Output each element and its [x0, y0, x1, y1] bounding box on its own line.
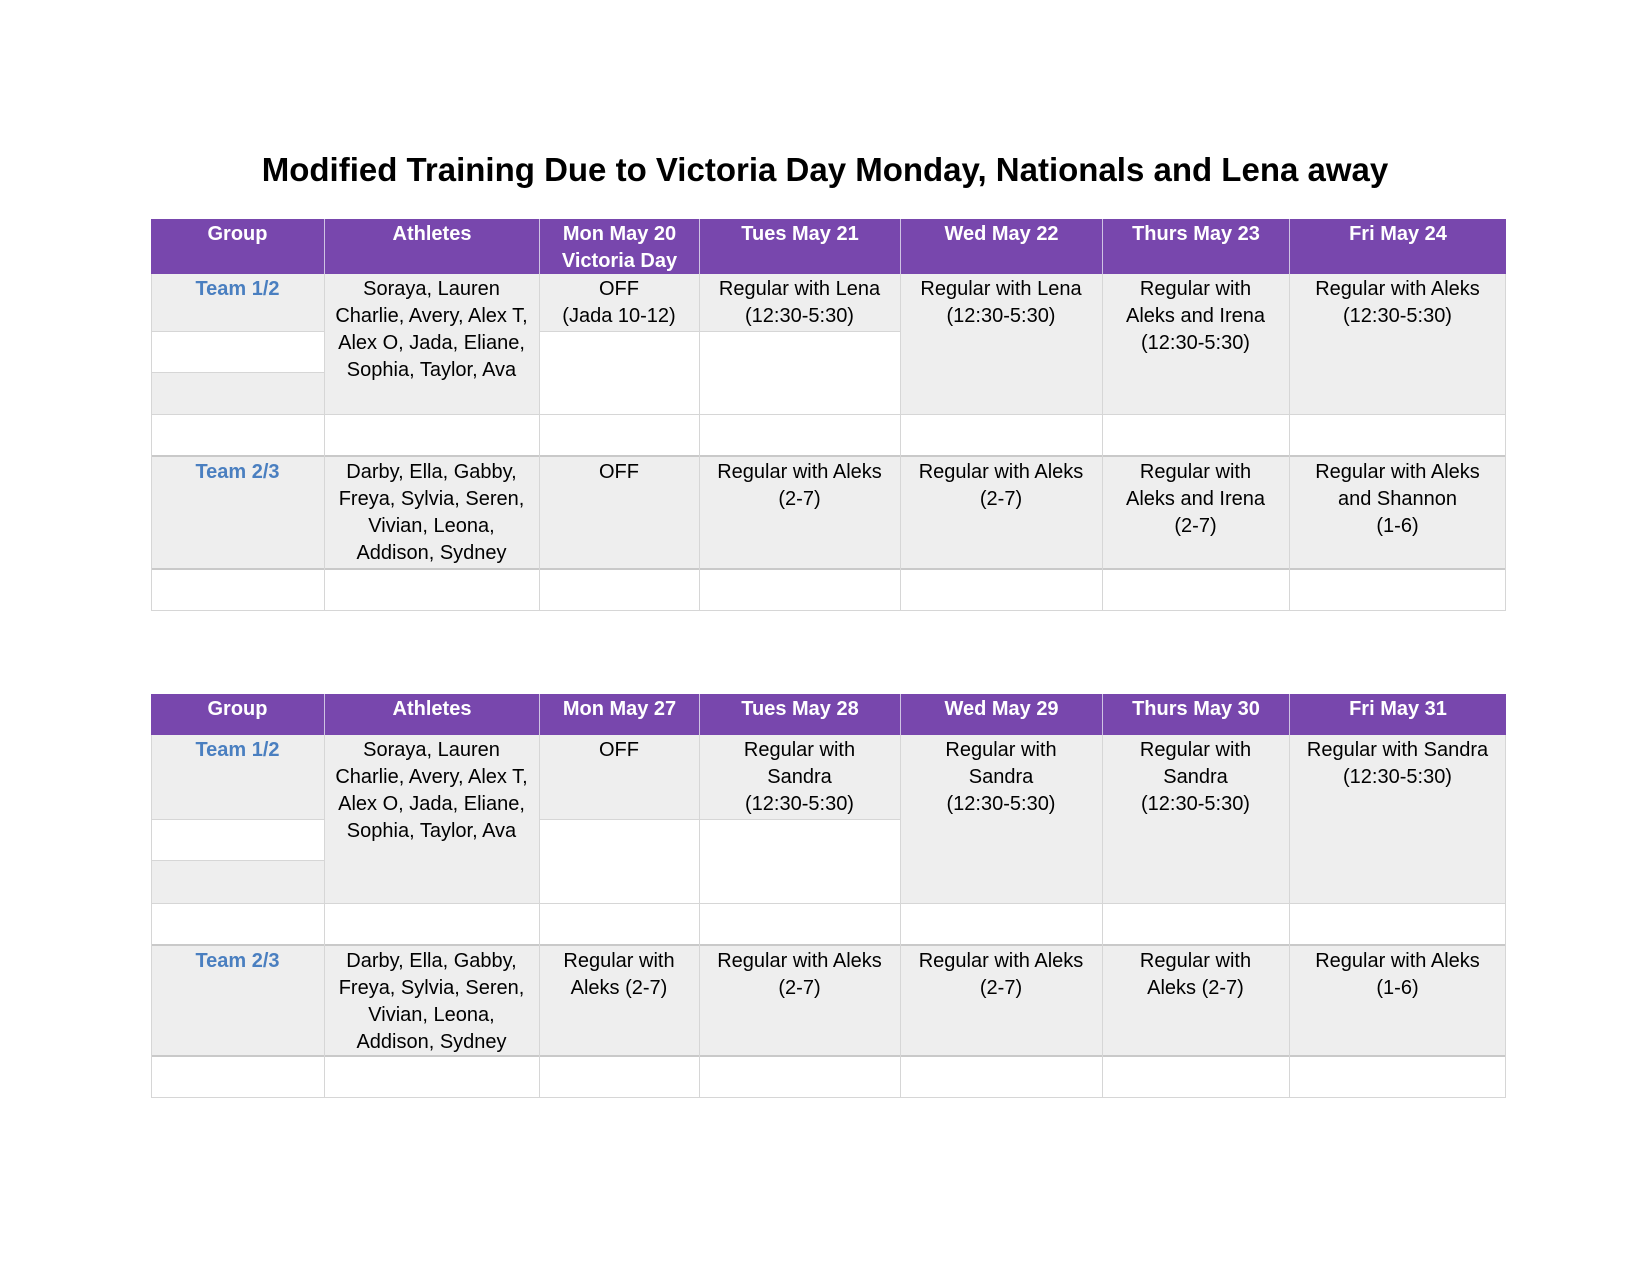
cell-line: Regular with — [1139, 278, 1252, 300]
header-mon-line1: Mon May 20 — [562, 223, 677, 245]
header-wed: Wed May 29 — [900, 694, 1102, 735]
cell-line: (12:30-5:30) — [1343, 766, 1452, 788]
wed-cell — [900, 735, 1102, 818]
thu-cell — [1102, 735, 1289, 818]
cell-line: (2-7) — [979, 977, 1023, 999]
divider — [539, 819, 900, 820]
tue-cell — [699, 735, 900, 818]
cell-line: Regular with — [1139, 950, 1252, 972]
cell-line: Regular with Aleks — [1315, 278, 1480, 300]
cell-line: (12:30-5:30) — [946, 305, 1056, 327]
cell-line: (2-7) — [979, 488, 1023, 510]
header-row — [151, 694, 1506, 735]
schedule-table-week1 — [151, 219, 1506, 611]
divider — [151, 274, 152, 611]
cell-line: (2-7) — [778, 977, 821, 999]
divider — [151, 331, 324, 332]
athletes-cell: Soraya, Lauren Charlie, Avery, Alex T, Alex O, Jada, Eliane, Sophia, Taylor, Ava — [335, 278, 528, 381]
cell-line: (12:30-5:30) — [745, 305, 854, 327]
tue-cell — [699, 274, 900, 330]
cell-line: Regular with Lena — [718, 278, 881, 300]
fri-cell — [1289, 735, 1506, 791]
header-row — [151, 219, 1506, 274]
divider — [151, 735, 152, 1098]
header-mon: Mon May 27 — [539, 694, 699, 735]
group-cell: Team 1/2 — [195, 739, 280, 761]
cell-line: Regular with — [945, 739, 1057, 761]
header-tue: Tues May 21 — [699, 219, 900, 274]
cell-line: Regular with Sandra — [1306, 739, 1489, 761]
divider — [151, 414, 1506, 415]
header-thu: Thurs May 30 — [1102, 694, 1289, 735]
cell-line: Regular with — [1139, 461, 1252, 483]
header-fri: Fri May 31 — [1289, 694, 1506, 735]
cell-line: Aleks and Irena — [1126, 488, 1265, 510]
cell-line: Aleks and Irena — [1126, 305, 1265, 327]
cell-line: (2-7) — [778, 488, 821, 510]
divider — [151, 1097, 1506, 1098]
tue-cell — [699, 457, 900, 513]
cell-line: Regular with — [743, 739, 856, 761]
divider — [151, 819, 324, 820]
header-mon-line2: Victoria Day — [561, 250, 678, 272]
mon-cell — [539, 946, 699, 1002]
header-athletes: Athletes — [324, 694, 539, 735]
cell-line: (12:30-5:30) — [946, 793, 1056, 815]
group-cell: Team 2/3 — [195, 461, 280, 483]
divider — [151, 372, 324, 373]
header-tue: Tues May 28 — [699, 694, 900, 735]
mon-cell: OFF — [599, 739, 639, 761]
divider — [539, 735, 540, 1098]
header-thu: Thurs May 23 — [1102, 219, 1289, 274]
cell-line: (12:30-5:30) — [1141, 793, 1250, 815]
blank-cell — [151, 819, 324, 860]
header-group: Group — [207, 698, 268, 720]
cell-line: Regular with — [1139, 739, 1252, 761]
fri-cell — [1289, 457, 1506, 540]
tue-cell — [699, 946, 900, 1002]
header-athletes: Athletes — [324, 219, 539, 274]
cell-line: Regular with Aleks — [1315, 461, 1480, 483]
schedule-table-week2 — [151, 694, 1506, 1098]
cell-line: Aleks (2-7) — [570, 977, 668, 999]
cell-line: Regular with Aleks — [1315, 950, 1480, 972]
header-group: Group — [207, 223, 268, 245]
blank-cell — [539, 331, 900, 414]
wed-cell — [900, 946, 1102, 1002]
header-fri: Fri May 24 — [1289, 219, 1506, 274]
cell-line: Regular with — [563, 950, 675, 972]
fri-cell — [1289, 274, 1506, 330]
cell-line: Regular with Lena — [920, 278, 1082, 300]
cell-line: Sandra — [968, 766, 1034, 788]
divider — [151, 568, 1506, 570]
wed-cell — [900, 274, 1102, 330]
divider — [539, 331, 900, 332]
blank-cell — [151, 331, 324, 372]
page-title: Modified Training Due to Victoria Day Monday, Nationals and Lena away — [261, 151, 1389, 188]
divider — [151, 903, 1506, 904]
cell-line: (12:30-5:30) — [1141, 332, 1250, 354]
athletes-cell: Darby, Ella, Gabby, Freya, Sylvia, Seren, Vivian, Leona, Addison, Sydney — [338, 950, 525, 1053]
thu-cell — [1102, 274, 1289, 357]
thu-cell — [1102, 946, 1289, 1002]
cell-line: Sandra — [1163, 766, 1228, 788]
cell-line: (12:30-5:30) — [1343, 305, 1452, 327]
fri-cell — [1289, 946, 1506, 1002]
mon-cell — [539, 274, 699, 330]
cell-line: (1-6) — [1376, 515, 1419, 537]
cell-line: Sandra — [767, 766, 832, 788]
cell-line: and Shannon — [1337, 488, 1457, 510]
athletes-cell: Soraya, Lauren Charlie, Avery, Alex T, Alex O, Jada, Eliane, Sophia, Taylor, Ava — [335, 739, 528, 842]
cell-line: (2-7) — [1174, 515, 1217, 537]
mon-cell: OFF — [599, 461, 639, 483]
cell-line: OFF — [599, 278, 639, 300]
divider — [151, 860, 324, 861]
cell-line: (Jada 10-12) — [562, 305, 676, 327]
blank-cell — [539, 819, 900, 903]
wed-cell — [900, 457, 1102, 513]
group-cell: Team 2/3 — [195, 950, 280, 972]
thu-cell — [1102, 457, 1289, 540]
cell-line: (12:30-5:30) — [745, 793, 854, 815]
cell-line: Aleks (2-7) — [1147, 977, 1244, 999]
cell-line: Regular with Aleks — [918, 461, 1084, 483]
divider — [151, 610, 1506, 611]
header-mon — [539, 219, 699, 274]
cell-line: (1-6) — [1376, 977, 1419, 999]
header-wed: Wed May 22 — [900, 219, 1102, 274]
group-cell: Team 1/2 — [195, 278, 280, 300]
athletes-cell: Darby, Ella, Gabby, Freya, Sylvia, Seren, Vivian, Leona, Addison, Sydney — [338, 461, 525, 564]
cell-line: Regular with Aleks — [717, 950, 882, 972]
cell-line: Regular with Aleks — [918, 950, 1084, 972]
cell-line: Regular with Aleks — [717, 461, 882, 483]
